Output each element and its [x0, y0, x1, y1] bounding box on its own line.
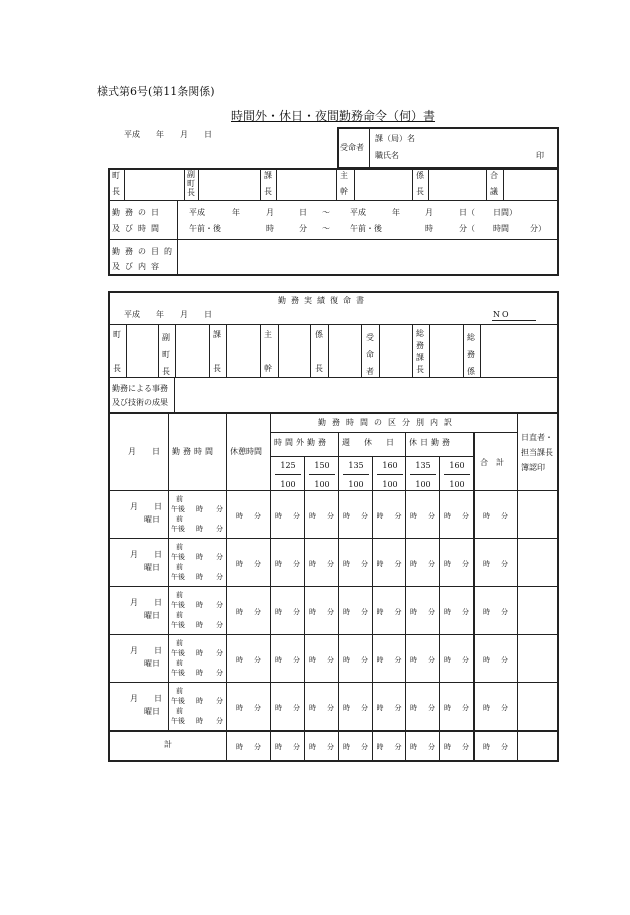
- row-weekday: 曜日: [144, 611, 160, 620]
- hdr-total: 合 計: [480, 458, 504, 467]
- approval-chief-1: 主: [340, 171, 348, 180]
- cell-hour: 時: [483, 512, 490, 520]
- order-table: [108, 168, 559, 276]
- row-minute: 分: [216, 505, 223, 513]
- cell-hour: 時: [376, 512, 384, 520]
- approval-section-chief-2: 長: [264, 187, 272, 196]
- row-am: 前: [176, 611, 183, 619]
- row-day: 日: [154, 694, 162, 703]
- seal-mark: 印: [536, 151, 544, 160]
- row-day: 日: [154, 550, 162, 559]
- rate-fraction: $\frac{135}{100}$: [341, 461, 371, 489]
- row-hour: 時: [196, 697, 203, 705]
- row-hour: 時: [196, 649, 203, 657]
- row-hour: 時: [196, 573, 203, 581]
- cell-hour: 時: [444, 656, 451, 664]
- report-date: 平成 年 月 日: [124, 310, 212, 319]
- approval-council-1: 合: [490, 171, 498, 180]
- cell-minute: 分: [293, 512, 300, 520]
- cell-minute: 分: [462, 560, 469, 568]
- row2-ampm2: 午前・後: [350, 224, 382, 233]
- row2-min2: 分（: [459, 224, 475, 233]
- cell-hour: 時: [483, 560, 490, 568]
- total-minute: 分: [254, 743, 261, 751]
- row1-month: 月: [266, 208, 274, 217]
- report-no: NO: [493, 310, 511, 319]
- hdr-breakdown: 勤務時間の区分別内訳: [318, 418, 458, 427]
- row2-hours: 時間: [493, 224, 509, 233]
- cell-minute: 分: [327, 608, 334, 616]
- cell-hour: 時: [236, 512, 243, 520]
- hdr-overtime: 時間外勤務: [274, 438, 329, 447]
- row-month: 月: [130, 598, 138, 607]
- row-month: 月: [130, 502, 138, 511]
- cell-hour: 時: [236, 704, 243, 712]
- result-label-1: 勤務による事務: [112, 384, 168, 393]
- approval-section-chief-1: 課: [264, 171, 272, 180]
- row-minute: 分: [216, 553, 223, 561]
- cell-hour: 時: [444, 704, 451, 712]
- hdr-rest-time: 休憩時間: [230, 447, 262, 456]
- rate-fraction: $\frac{160}{100}$: [375, 461, 405, 489]
- row-pm: 午後: [171, 553, 185, 561]
- cell-minute: 分: [462, 608, 469, 616]
- row-day: 日: [154, 598, 162, 607]
- row-hour: 時: [196, 669, 203, 677]
- row-pm: 午後: [171, 525, 185, 533]
- cell-hour: 時: [376, 608, 384, 616]
- row-month: 月: [130, 646, 138, 655]
- cell-minute: 分: [394, 704, 402, 712]
- result-label-2: 及び技術の成果: [112, 398, 168, 407]
- total-minute: 分: [462, 743, 469, 751]
- hdr-month-day: 月 日: [128, 447, 160, 456]
- row-hour: 時: [196, 505, 203, 513]
- row1-month2: 月: [425, 208, 433, 217]
- cell-minute: 分: [501, 512, 508, 520]
- approval-chief-2: 幹: [340, 187, 348, 196]
- row-am: 前: [176, 687, 183, 695]
- r-appr-sub-1: 係: [315, 330, 323, 339]
- row-month: 月: [130, 694, 138, 703]
- approval-council-2: 議: [490, 187, 498, 196]
- cell-minute: 分: [254, 704, 261, 712]
- cell-hour: 時: [444, 512, 451, 520]
- cell-hour: 時: [275, 512, 282, 520]
- rate-fraction: $\frac{150}{100}$: [307, 461, 337, 489]
- total-hour: 時: [483, 743, 490, 751]
- row-minute: 分: [216, 621, 223, 629]
- cell-hour: 時: [309, 656, 316, 664]
- row-am: 前: [176, 563, 183, 571]
- cell-hour: 時: [275, 560, 282, 568]
- cell-minute: 分: [361, 656, 368, 664]
- row1-days: 日間）: [493, 208, 517, 217]
- cell-minute: 分: [361, 608, 368, 616]
- row1-day: 日: [299, 208, 307, 217]
- cell-hour: 時: [236, 560, 243, 568]
- cell-minute: 分: [293, 704, 300, 712]
- row2-sep: 〜: [322, 224, 330, 233]
- total-hour: 時: [376, 743, 384, 751]
- row-hour: 時: [196, 621, 203, 629]
- row-day: 日: [154, 646, 162, 655]
- cell-minute: 分: [361, 704, 368, 712]
- name-label: 職氏名: [375, 151, 399, 160]
- cell-hour: 時: [376, 704, 384, 712]
- cell-hour: 時: [275, 656, 282, 664]
- hdr-work-time: 勤務時間: [172, 447, 216, 456]
- cell-minute: 分: [462, 656, 469, 664]
- row-pm: 午後: [171, 573, 185, 581]
- cell-hour: 時: [236, 656, 243, 664]
- cell-minute: 分: [327, 656, 334, 664]
- row-weekday: 曜日: [144, 563, 160, 572]
- row2-hour2: 時: [425, 224, 433, 233]
- approval-vice-mayor: 副 町 長: [187, 170, 195, 197]
- row-am: 前: [176, 543, 183, 551]
- r-appr-mayor-1: 町: [113, 330, 121, 339]
- hdr-holiday: 休日勤務: [409, 438, 453, 447]
- row-weekday: 曜日: [144, 707, 160, 716]
- total-hour: 時: [275, 743, 282, 751]
- row2-hour: 時: [266, 224, 274, 233]
- cell-minute: 分: [293, 560, 300, 568]
- approval-mayor-1: 町: [112, 171, 120, 180]
- row-hour: 時: [196, 601, 203, 609]
- row1-era2: 平成: [350, 208, 366, 217]
- row1-day2: 日（: [459, 208, 475, 217]
- r-appr-chief-2: 幹: [264, 364, 272, 373]
- cell-minute: 分: [327, 560, 334, 568]
- cell-minute: 分: [327, 704, 334, 712]
- r-appr-general-chief: 総 務 課 長: [416, 329, 424, 374]
- cell-hour: 時: [343, 608, 350, 616]
- purpose-label-1: 勤務の目的: [112, 247, 177, 256]
- row-day: 日: [154, 502, 162, 511]
- r-appr-chief-1: 主: [264, 330, 272, 339]
- cell-hour: 時: [444, 560, 451, 568]
- cell-hour: 時: [410, 608, 417, 616]
- row-minute: 分: [216, 669, 223, 677]
- recipient-box: [337, 127, 559, 169]
- cell-hour: 時: [376, 560, 384, 568]
- cell-minute: 分: [462, 512, 469, 520]
- cell-minute: 分: [327, 512, 334, 520]
- hdr-weekly-off: 週 休 日: [342, 438, 397, 447]
- cell-hour: 時: [309, 704, 316, 712]
- cell-hour: 時: [410, 560, 417, 568]
- rate-fraction: $\frac{135}{100}$: [408, 461, 438, 489]
- row1-sep: 〜: [322, 208, 330, 217]
- cell-hour: 時: [483, 608, 490, 616]
- row-minute: 分: [216, 697, 223, 705]
- total-label: 計: [164, 740, 172, 749]
- cell-hour: 時: [376, 656, 384, 664]
- recipient-label: 受命者: [340, 143, 364, 152]
- r-appr-section-2: 長: [213, 364, 221, 373]
- row-month: 月: [130, 550, 138, 559]
- cell-hour: 時: [275, 608, 282, 616]
- row-am: 前: [176, 639, 183, 647]
- row-minute: 分: [216, 573, 223, 581]
- cell-minute: 分: [394, 512, 402, 520]
- cell-minute: 分: [428, 608, 435, 616]
- row1-era: 平成: [189, 208, 205, 217]
- row-pm: 午後: [171, 717, 185, 725]
- cell-minute: 分: [462, 704, 469, 712]
- row-minute: 分: [216, 649, 223, 657]
- cell-hour: 時: [275, 704, 282, 712]
- row-weekday: 曜日: [144, 659, 160, 668]
- row-am: 前: [176, 495, 183, 503]
- row-pm: 午後: [171, 697, 185, 705]
- cell-minute: 分: [394, 608, 402, 616]
- cell-hour: 時: [483, 656, 490, 664]
- cell-minute: 分: [501, 608, 508, 616]
- r-appr-section-1: 課: [213, 330, 221, 339]
- total-hour: 時: [309, 743, 316, 751]
- total-hour: 時: [444, 743, 451, 751]
- hdr-approver: 日直者・担当課長簿認印: [521, 433, 553, 472]
- total-minute: 分: [293, 743, 300, 751]
- row2-min: 分: [299, 224, 307, 233]
- cell-minute: 分: [293, 656, 300, 664]
- cell-hour: 時: [309, 512, 316, 520]
- cell-minute: 分: [394, 656, 402, 664]
- cell-minute: 分: [254, 512, 261, 520]
- cell-hour: 時: [343, 512, 350, 520]
- work-dt-label-2: 及び時間: [112, 224, 164, 233]
- cell-hour: 時: [309, 560, 316, 568]
- r-appr-sub-2: 長: [315, 364, 323, 373]
- r-appr-mayor-2: 長: [113, 364, 121, 373]
- total-hour: 時: [410, 743, 417, 751]
- row-pm: 午後: [171, 505, 185, 513]
- r-appr-vice: 副 町 長: [162, 333, 170, 376]
- approval-mayor-2: 長: [112, 187, 120, 196]
- cell-minute: 分: [501, 704, 508, 712]
- total-minute: 分: [428, 743, 435, 751]
- work-dt-label-1: 勤務の日: [112, 208, 164, 217]
- cell-minute: 分: [428, 704, 435, 712]
- approval-sub-chief-2: 長: [416, 187, 424, 196]
- cell-hour: 時: [410, 512, 417, 520]
- cell-minute: 分: [361, 560, 368, 568]
- total-hour: 時: [343, 743, 350, 751]
- cell-hour: 時: [410, 704, 417, 712]
- row-hour: 時: [196, 525, 203, 533]
- cell-minute: 分: [361, 512, 368, 520]
- cell-hour: 時: [236, 608, 243, 616]
- total-minute: 分: [361, 743, 368, 751]
- row-hour: 時: [196, 553, 203, 561]
- row-weekday: 曜日: [144, 515, 160, 524]
- r-appr-recipient: 受 命 者: [366, 333, 374, 376]
- cell-minute: 分: [501, 656, 508, 664]
- row2-ampm: 午前・後: [189, 224, 221, 233]
- row-am: 前: [176, 591, 183, 599]
- total-minute: 分: [327, 743, 334, 751]
- rate-fraction: $\frac{125}{100}$: [273, 461, 303, 489]
- cell-minute: 分: [394, 560, 402, 568]
- row1-year: 年: [232, 208, 240, 217]
- order-date: 平成 年 月 日: [124, 130, 212, 139]
- total-hour: 時: [236, 743, 243, 751]
- row-am: 前: [176, 515, 183, 523]
- cell-hour: 時: [343, 704, 350, 712]
- cell-hour: 時: [343, 560, 350, 568]
- row-pm: 午後: [171, 601, 185, 609]
- dept-label: 課（局）名: [375, 134, 415, 143]
- row-pm: 午後: [171, 669, 185, 677]
- report-title: 勤務実績復命書: [278, 296, 369, 305]
- cell-hour: 時: [410, 656, 417, 664]
- row1-year2: 年: [392, 208, 400, 217]
- cell-minute: 分: [428, 656, 435, 664]
- total-minute: 分: [394, 743, 402, 751]
- cell-hour: 時: [483, 704, 490, 712]
- purpose-label-2: 及び内容: [112, 262, 164, 271]
- cell-minute: 分: [254, 560, 261, 568]
- cell-hour: 時: [309, 608, 316, 616]
- cell-minute: 分: [428, 512, 435, 520]
- row-am: 前: [176, 659, 183, 667]
- cell-minute: 分: [501, 560, 508, 568]
- rate-fraction: $\frac{160}{100}$: [442, 461, 472, 489]
- row-pm: 午後: [171, 649, 185, 657]
- form-title: 時間外・休日・夜間勤務命令（伺）書: [231, 109, 436, 123]
- row-minute: 分: [216, 717, 223, 725]
- row-minute: 分: [216, 601, 223, 609]
- cell-minute: 分: [254, 608, 261, 616]
- cell-hour: 時: [343, 656, 350, 664]
- row-am: 前: [176, 707, 183, 715]
- cell-minute: 分: [293, 608, 300, 616]
- cell-hour: 時: [444, 608, 451, 616]
- cell-minute: 分: [428, 560, 435, 568]
- approval-sub-chief-1: 係: [416, 171, 424, 180]
- total-minute: 分: [501, 743, 508, 751]
- row-minute: 分: [216, 525, 223, 533]
- row2-mins: 分）: [530, 224, 546, 233]
- r-appr-general-staff: 総 務 係: [467, 333, 475, 376]
- form-number: 様式第6号(第11条関係): [97, 85, 215, 98]
- row-pm: 午後: [171, 621, 185, 629]
- row-hour: 時: [196, 717, 203, 725]
- cell-minute: 分: [254, 656, 261, 664]
